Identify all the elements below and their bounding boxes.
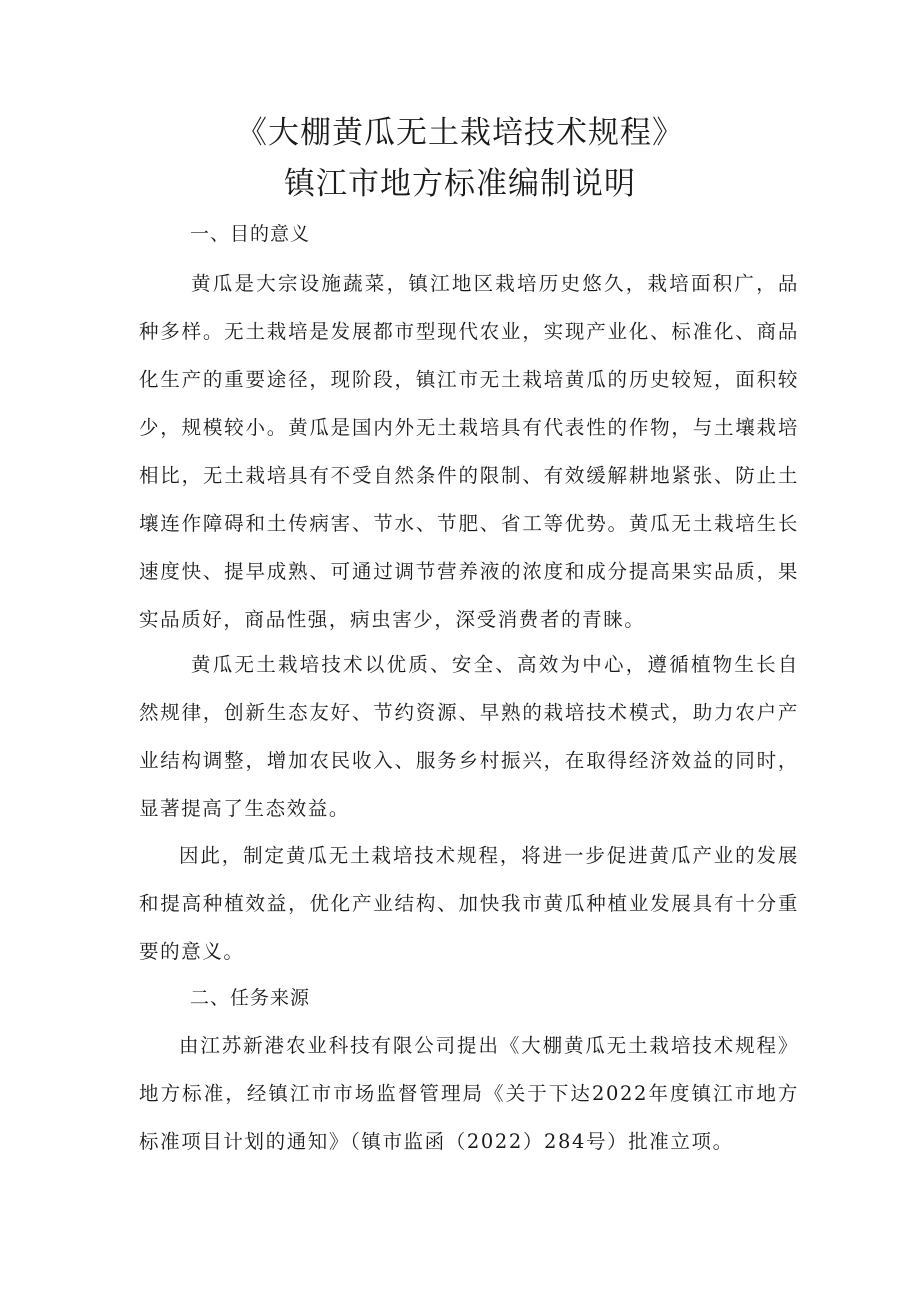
document-title-line-2: 镇江市地方标准编制说明 — [284, 166, 636, 202]
paragraph-purpose-2: 黄瓜无土栽培技术以优质、安全、高效为中心，遵循植物生长自然规律，创新生态友好、节约资源、早熟的栽培技术模式，助力农户产业结构调整，增加农民收入、服务乡村振兴，在取得经济效益的同时，显著提高了生态效益。 — [139, 653, 799, 820]
document-title-line-1: 《大棚黄瓜无土栽培技术规程》 — [236, 115, 684, 151]
section-heading-purpose: 一、目的意义 — [190, 223, 311, 245]
paragraph-purpose-1: 黄瓜是大宗设施蔬菜，镇江地区栽培历史悠久，栽培面积广，品种多样。无土栽培是发展都市型现代农业，实现产业化、标准化、商品化生产的重要途径，现阶段，镇江市无土栽培黄瓜的历史较短，面积较少，规模较小。黄瓜是国内外无土栽培具有代表性的作物，与土壤栽培相比，无土栽培具有不受自然条件的限制、有效缓解耕地紧张、防止土壤连作障碍和土传病害、节水、节肥、省工等优势。黄瓜无土栽培生长速度快、提早成熟、可通过调节营养液的浓度和成分提高果实品质，果实品质好，商品性强，病虫害少，深受消费者的青睐。 — [139, 272, 799, 631]
paragraph-task-source: 由江苏新港农业科技有限公司提出《大棚黄瓜无土栽培技术规程》地方标准，经镇江市市场监督管理局《关于下达2022年度镇江市地方标准项目计划的通知》（镇市监函（2022）284号）批准立项。 — [139, 1034, 799, 1153]
paragraph-purpose-3: 因此，制定黄瓜无土栽培技术规程，将进一步促进黄瓜产业的发展和提高种植效益，优化产业结构、加快我市黄瓜种植业发展具有十分重要的意义。 — [139, 844, 799, 963]
section-heading-task-source: 二、任务来源 — [190, 987, 311, 1009]
